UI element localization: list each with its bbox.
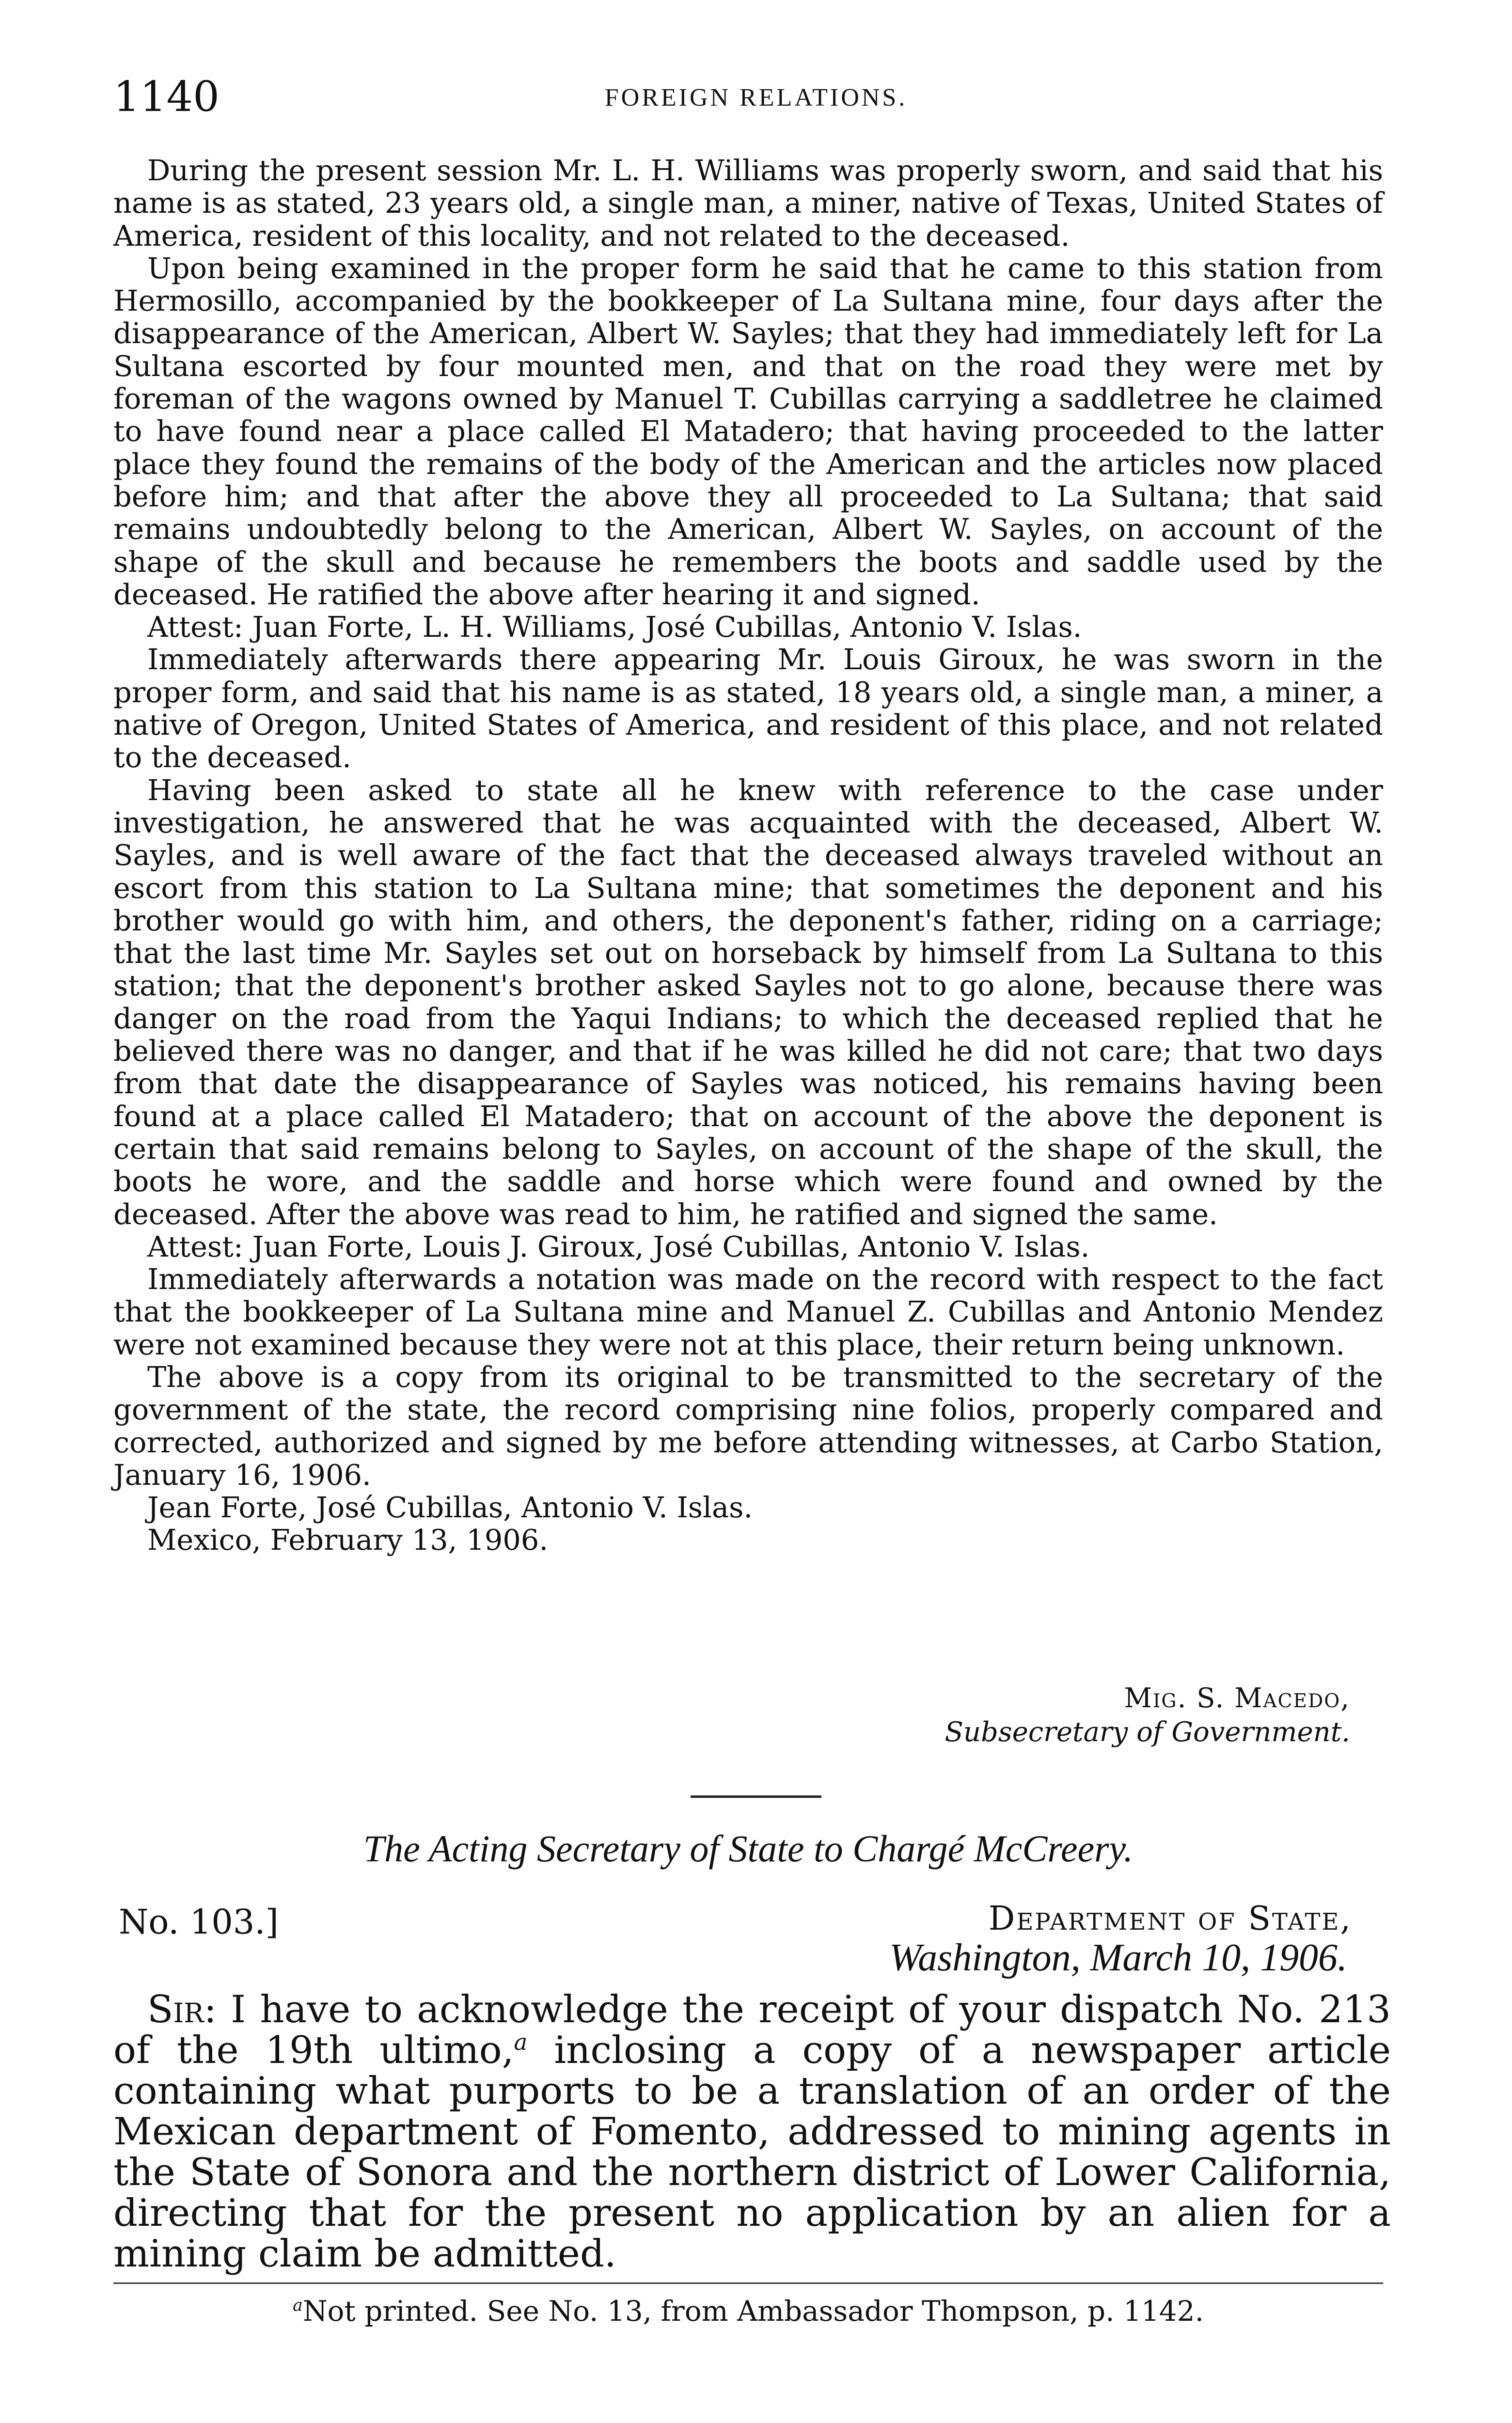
letter-dateline: Washington, March 10, 1906. (889, 1936, 1347, 1979)
letter-body (113, 1989, 1391, 2274)
letter-text-part: : I have to acknowledge the receipt of your dispatch No. 213 of the 19th ultimo, (113, 1988, 1391, 2072)
record-paragraph: During the present session Mr. L. H. Williams was properly sworn, and said that his name is as stated, 23 years old, a single man, a miner, native of Texas, United States of America, resident of this locality, and not related to the deceased. (113, 154, 1383, 252)
deposition-record (113, 154, 1383, 1557)
attestation-line: Attest: Juan Forte, L. H. Williams, José Cubillas, Antonio V. Islas. (147, 610, 1082, 644)
section-divider (691, 1795, 821, 1798)
signatory-name: Mig. S. Macedo, (1124, 1683, 1350, 1714)
record-paragraph: The above is a copy from its original to be transmitted to the secretary of the government of the state, the record comprising nine folios, properly compared and corrected, authorized and signed by me before attending witnesses, at Carbo Station, January 16, 1906. (113, 1360, 1383, 1492)
letter-heading: The Acting Secretary of State to Chargé McCreery. (363, 1827, 1134, 1870)
footnote (113, 2295, 1383, 2328)
department-name: Department of State, (988, 1900, 1352, 1938)
place-date-line: Mexico, February 13, 1906. (147, 1523, 549, 1557)
signatory-title: Subsecretary of Government. (945, 1716, 1350, 1748)
footnote-marker: a (292, 2296, 303, 2315)
page-header (113, 73, 1399, 131)
footnote-marker: a (514, 2030, 528, 2056)
salutation: Sir (147, 1988, 204, 2031)
footnote-text: Not printed. See No. 13, from Ambassador Thompson, p. 1142. (302, 2295, 1204, 2328)
attestation-line: Attest: Juan Forte, Louis J. Giroux, José Cubillas, Antonio V. Islas. (147, 1229, 1090, 1263)
running-title: FOREIGN RELATIONS. (604, 84, 908, 111)
letter-paragraph (113, 1989, 1391, 2274)
record-paragraph: Having been asked to state all he knew with reference to the case under investigation, he answered that he was acquainted with the deceased, Albert W. Sayles, and is well aware of the fact that the deceased always traveled without an escort from this station to La Sultana mine; that sometimes the deponent and his brother would go with him, and others, the deponent's father, riding on a carriage; that the last time Mr. Sayles set out on horseback by himself from La Sultana to this station; that the deponent's brother asked Sayles not to go alone, because there was danger on the road from the Yaqui Indians; to which the deceased replied that he believed there was no danger, and that if he was killed he did not care; that two days from that date the disappearance of Sayles was noticed, his remains having been found at a place called El Matadero; that on account of the above the deponent is certain that said remains belong to Sayles, on account of the shape of the skull, the boots he wore, and the saddle and horse which were found and owned by the deceased. After the above was read to him, he ratified and signed the same. (113, 773, 1383, 1231)
record-paragraph: Upon being examined in the proper form he said that he came to this station from Hermosillo, accompanied by the bookkeeper of La Sultana mine, four days after the disappearance of the American, Albert W. Sayles; that they had immediately left for La Sultana escorted by four mounted men, and that on the road they were met by foreman of the wagons owned by Manuel T. Cubillas carrying a saddletree he claimed to have found near a place called El Matadero; that having proceeded to the latter place they found the remains of the body of the American and the articles now placed before him; and that after the above they all proceeded to La Sultana; that said remains undoubtedly belong to the American, Albert W. Sayles, on account of the shape of the skull and because he remembers the boots and saddle used by the deceased. He ratified the above after hearing it and signed. (113, 251, 1383, 611)
record-paragraph: Immediately afterwards a notation was made on the record with respect to the fact that the bookkeeper of La Sultana mine and Manuel Z. Cubillas and Antonio Mendez were not examined because they were not at this place, their return being unknown. (113, 1262, 1383, 1361)
page-number: 1140 (113, 73, 220, 121)
signature-block (113, 1682, 1350, 1749)
witness-line: Jean Forte, José Cubillas, Antonio V. Islas. (147, 1491, 753, 1525)
letter-number: No. 103.] (119, 1902, 279, 1942)
record-paragraph: Immediately afterwards there appearing Mr. Louis Giroux, he was sworn in the proper form, and said that his name is as stated, 18 years old, a single man, a miner, a native of Oregon, United States of America, and resident of this place, and not related to the deceased. (113, 643, 1383, 774)
letter-text-part: inclosing a copy of a newspaper article containing what purports to be a translation of an order of the Mexican department of Fomento, addressed to mining agents in the State of Sonora and the northern district of Lower California, directing that for the present no application by an alien for a mining claim be admitted. (113, 2029, 1391, 2276)
footnote-rule (113, 2282, 1383, 2284)
